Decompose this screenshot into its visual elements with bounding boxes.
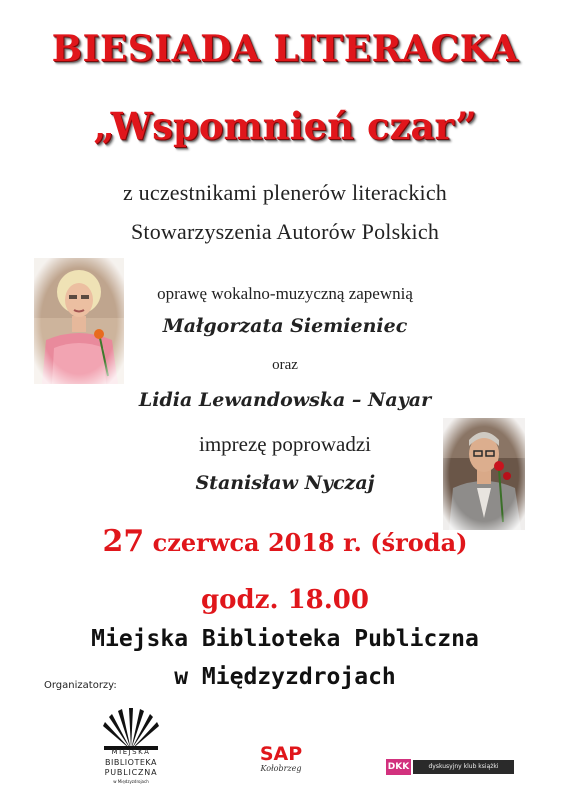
host-name: Stanisław Nyczaj [195,472,375,494]
library-logo [100,706,162,794]
venue-line-2: w Międzyzdrojach [174,664,396,690]
dkk-logo [386,759,516,777]
event-title: BIESIADA LITERACKA [51,28,519,70]
performers-joiner: oraz [272,357,298,373]
performers-lead: oprawę wokalno-muzyczną zapewnią [157,284,413,303]
library-sunburst-icon [100,706,162,752]
library-logo-line-1: MIEJSKA [111,748,151,756]
host-photo [443,418,525,530]
performer-name-2: Lidia Lewandowska – Nayar [138,389,432,411]
dkk-logo-abbr: DKK [386,759,411,775]
library-logo-line-3: PUBLICZNA [104,768,158,777]
event-date [0,524,570,559]
sap-logo-name: SAP [259,743,303,765]
event-subtitle: „Wspomnień czar” [93,104,477,148]
sap-logo-city: Kołobrzeg [260,764,302,773]
intro-line-2: Stowarzyszenia Autorów Polskich [130,219,440,244]
library-logo-line-4: w Międzyzdrojach [113,779,149,784]
event-time: godz. 18.00 [201,585,369,615]
dkk-logo-name: dyskusyjny klub książki [413,760,514,774]
sap-logo [248,744,314,778]
organizers-label: Organizatorzy: [44,680,117,691]
event-date-day: 27 [102,524,145,559]
event-date-rest: czerwca 2018 r. (środa) [152,528,468,557]
library-logo-line-2: BIBLIOTEKA [105,758,157,767]
intro-line-1: z uczestnikami plenerów literackich [122,180,448,205]
performer-name-1: Małgorzata Siemieniec [162,315,408,337]
host-lead: imprezę poprowadzi [198,432,371,456]
venue-line-1: Miejska Biblioteka Publiczna [91,626,479,652]
